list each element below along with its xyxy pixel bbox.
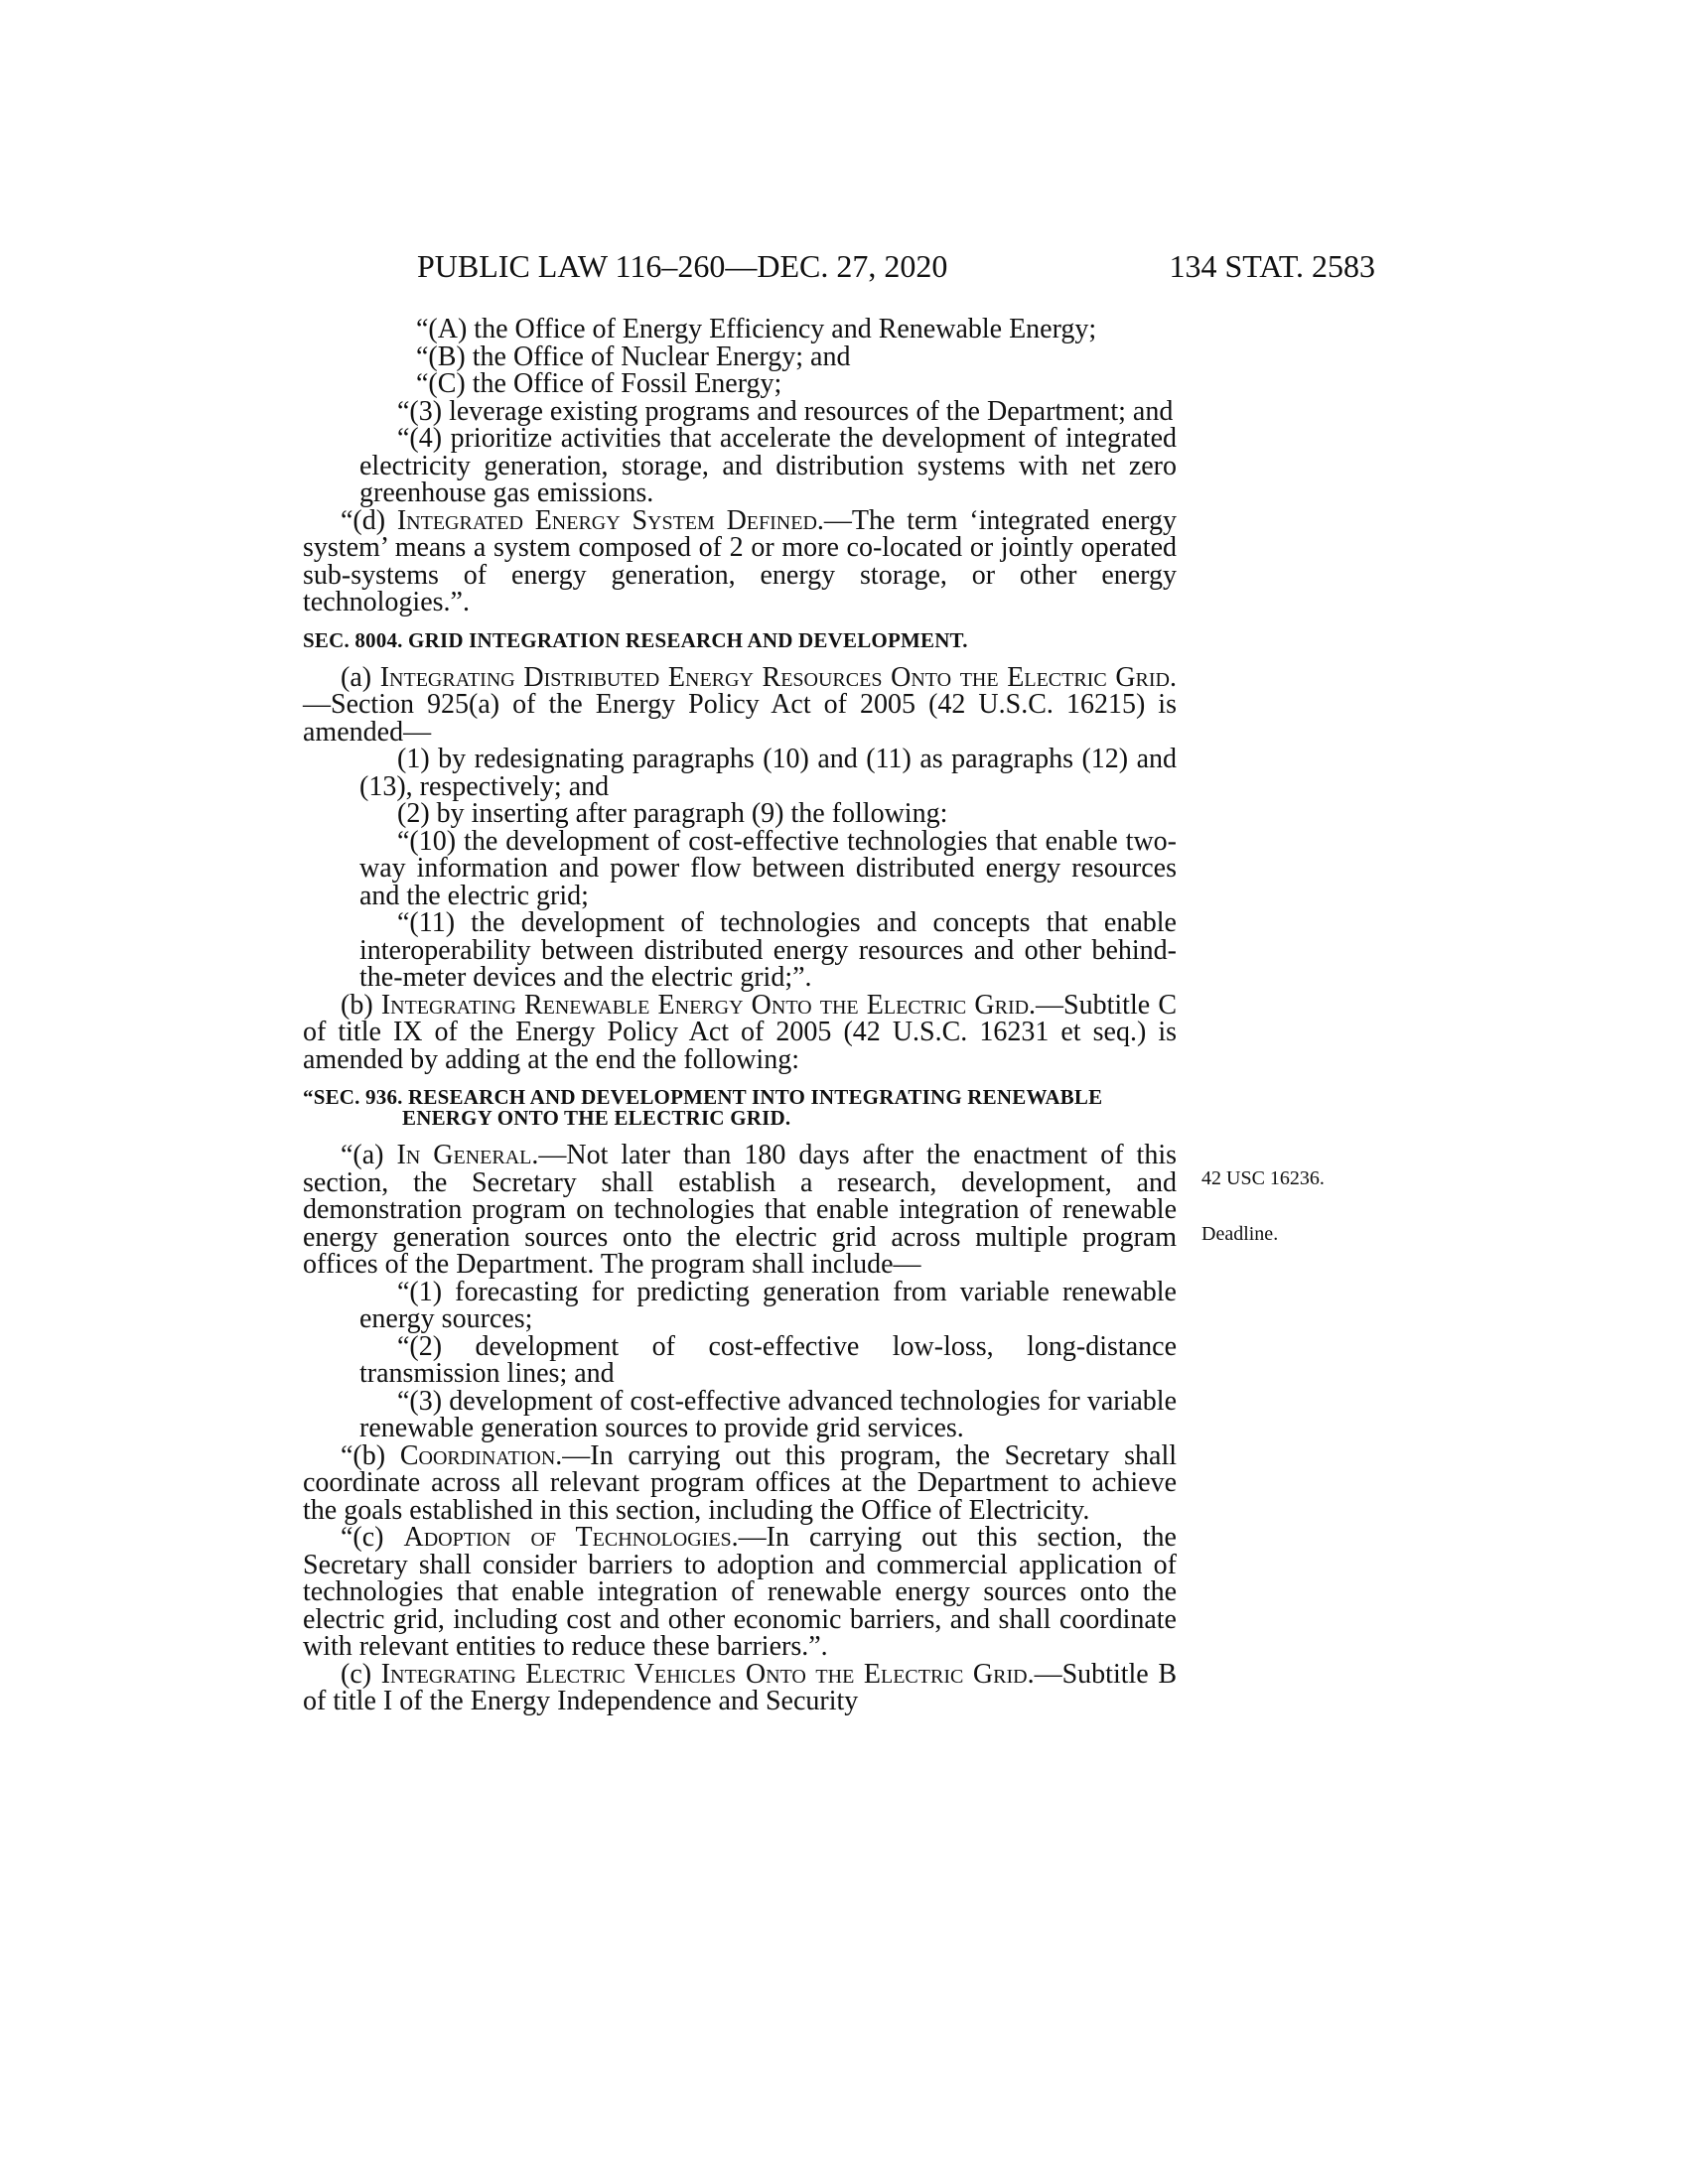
subsection-a-heading: Integrating Distributed Energy Resources Onto the Electric Grid xyxy=(379,661,1170,693)
paragraph-transmission-lines: “(2) development of cost-effective low-loss, long-distance transmission lines; and xyxy=(359,1330,1177,1389)
margin-note-usc: 42 USC 16236. xyxy=(1201,1167,1325,1189)
paragraph-in-general: “(a) In General.—Not later than 180 days after the enactment of this section, the Secretary shall establish a research, development, and demonstration program on technologies that enable integration of renewable energy generation sources onto the electric grid across multiple program offices of the Department. The program shall include— xyxy=(303,1140,1177,1280)
page-header xyxy=(417,248,1375,288)
header-stat-page: 134 STAT. 2583 xyxy=(1169,248,1375,284)
paragraph-office-fossil: “(C) the Office of Fossil Energy; xyxy=(416,368,782,399)
document-body xyxy=(303,316,1177,1715)
subsection-c-heading: Integrating Electric Vehicles Onto the Electric Grid xyxy=(380,1658,1028,1690)
subsection-b-heading: Integrating Renewable Energy Onto the Electric Grid xyxy=(380,989,1030,1021)
paragraph-two-way-flow: “(10) the development of cost-effective technologies that enable two-way information and power flow between distributed energy resources and the electric grid; xyxy=(359,825,1177,911)
paragraph-leverage-programs: “(3) leverage existing programs and resources of the Department; and xyxy=(397,395,1174,427)
paragraph-office-nuclear: “(B) the Office of Nuclear Energy; and xyxy=(416,341,851,372)
section-8004-heading: SEC. 8004. GRID INTEGRATION RESEARCH AND DEVELOPMENT. xyxy=(303,627,968,652)
paragraph-interoperability: “(11) the development of technologies and concepts that enable interoperability between distributed energy resources and other behind-the-meter devices and the electric grid;”. xyxy=(359,907,1177,993)
in-general-heading: In General xyxy=(396,1140,532,1170)
paragraph-prioritize-activities: “(4) prioritize activities that accelerate the development of integrated electricity generation, storage, and distribution systems with net zero greenhouse gas emissions. xyxy=(359,423,1177,508)
coordination-heading: Coordination xyxy=(399,1439,556,1471)
definition-heading: Integrated Energy System Defined xyxy=(396,504,817,536)
paragraph-inserting: (2) by inserting after paragraph (9) the following: xyxy=(397,798,948,829)
paragraph-adoption: “(c) Adoption of Technologies.—In carrying out this section, the Secretary shall consider barriers to adoption and commercial application of technologies that enable integration of renewable energy sources onto the electric grid, including cost and other economic barriers, and shall coordinate with relevant entities to reduce these barriers.”. xyxy=(303,1522,1177,1662)
paragraph-office-eere: “(A) the Office of Energy Efficiency and Renewable Energy; xyxy=(416,314,1097,344)
paragraph-advanced-technologies: “(3) development of cost-effective advanced technologies for variable renewable generation sources to provide grid services. xyxy=(359,1385,1177,1443)
paragraph-forecasting: “(1) forecasting for predicting generation from variable renewable energy sources; xyxy=(359,1276,1177,1334)
paragraph-definition: “(d) Integrated Energy System Defined.—The term ‘integrated energy system’ means a system composed of 2 or more co-located or jointly operated sub-systems of energy generation, energy storage, or other energy technologies.”. xyxy=(303,504,1177,617)
paragraph-coordination: “(b) Coordination.—In carrying out this program, the Secretary shall coordinate across all relevant program offices at the Department to achieve the goals established in this section, including the Office of Electricity. xyxy=(303,1439,1178,1526)
paragraph-redesignating: (1) by redesignating paragraphs (10) and (11) as paragraphs (12) and (13), respectively; and xyxy=(359,744,1177,802)
paragraph-subsection-b: (b) Integrating Renewable Energy Onto the Electric Grid.—Subtitle C of title IX of the Energy Policy Act of 2005 (42 U.S.C. 16231 et seq.) is amended by adding at the end the following: xyxy=(303,989,1177,1075)
paragraph-subsection-a: (a) Integrating Distributed Energy Resources Onto the Electric Grid.—Section 925(a) of the Energy Policy Act of 2005 (42 U.S.C. 16215) is amended— xyxy=(303,661,1177,748)
section-936-heading: “SEC. 936. RESEARCH AND DEVELOPMENT INTO INTEGRATING RENEWABLE ENERGY ONTO THE ELECTRIC GRID. xyxy=(303,1085,1103,1130)
margin-note-deadline: Deadline. xyxy=(1201,1223,1279,1245)
header-law-date: PUBLIC LAW 116–260—DEC. 27, 2020 xyxy=(417,248,948,284)
paragraph-subsection-c: (c) Integrating Electric Vehicles Onto the Electric Grid.—Subtitle B of title I of the Energy Independence and Security xyxy=(303,1658,1178,1716)
adoption-heading: Adoption of Technologies xyxy=(403,1522,732,1553)
